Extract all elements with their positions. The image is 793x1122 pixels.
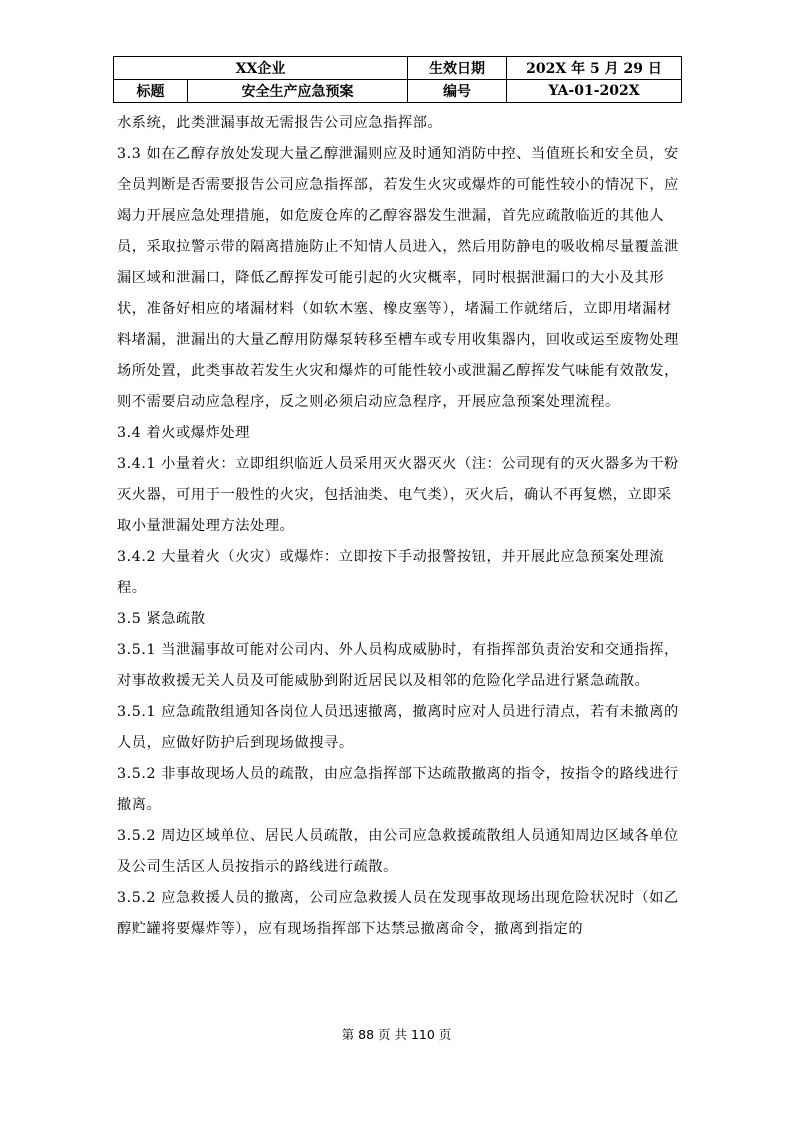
paragraph-continuation: 水系统，此类泄漏事故无需报告公司应急指挥部。 (117, 115, 443, 131)
document-title: 安全生产应急预案 (188, 80, 408, 103)
paragraph-3-4-1: 3.4.1 小量着火：立即组织临近人员采用灭火器灭火（注：公司现有的灭火器多为干粉灭火器，可用于一般性的火灾，包括油类、电气类），灭火后，确认不再复燃，立即采取小量泄漏处理方法处理。 (117, 456, 679, 534)
effective-date-label: 生效日期 (408, 57, 507, 80)
document-body (117, 108, 679, 945)
heading-3-4: 3.4 着火或爆炸处理 (117, 425, 250, 441)
number-label: 编号 (408, 80, 507, 103)
company-name: XX企业 (114, 57, 408, 80)
paragraph-3-4-2: 3.4.2 大量着火（火灾）或爆炸：立即按下手动报警按钮，并开展此应急预案处理流程。 (117, 549, 664, 596)
heading-3-5: 3.5 紧急疏散 (117, 611, 206, 627)
header-row-2 (114, 80, 682, 103)
effective-date-value: 202X 年 5 月 29 日 (507, 57, 682, 80)
title-label: 标题 (114, 80, 188, 103)
document-header-table (113, 56, 682, 103)
paragraph-3-3: 3.3 如在乙醇存放处发现大量乙醇泄漏则应及时通知消防中控、当值班长和安全员，安全员判断是否需要报告公司应急指挥部，若发生火灾或爆炸的可能性较小的情况下，应竭力开展应急处理措施，如危废仓库的乙醇容器发生泄漏，首先应疏散临近的其他人员，采取拉警示带的隔离措施防止不知情人员进入，然后用防静电的吸收棉尽量覆盖泄漏区域和泄漏口，降低乙醇挥发可能引起的火灾概率，同时根据泄漏口的大小及其形状，准备好相应的堵漏材料（如软木塞、橡皮塞等），堵漏工作就绪后，立即用堵漏材料堵漏，泄漏出的大量乙醇用防爆泵转移至槽车或专用收集器内，回收或运至废物处理场所处置，此类事故若发生火灾和爆炸的可能性较小或泄漏乙醇挥发气味能有效散发，则不需要启动应急程序，反之则必须启动应急程序，开展应急预案处理流程。 (117, 146, 679, 410)
paragraph-3-5-2-c: 3.5.2 应急救援人员的撤离，公司应急救援人员在发现事故现场出现危险状况时（如乙醇贮罐将要爆炸等），应有现场指挥部下达禁忌撤离命令，撤离到指定的 (117, 890, 679, 937)
header-row-1 (114, 57, 682, 80)
paragraph-3-5-1-b: 3.5.1 应急疏散组通知各岗位人员迅速撤离，撤离时应对人员进行清点，若有未撤离的人员，应做好防护后到现场做搜寻。 (117, 704, 679, 751)
paragraph-3-5-2-b: 3.5.2 周边区域单位、居民人员疏散，由公司应急救援疏散组人员通知周边区域各单位及公司生活区人员按指示的路线进行疏散。 (117, 828, 679, 875)
document-number: YA-01-202X (507, 80, 682, 103)
paragraph-3-5-1-a: 3.5.1 当泄漏事故可能对公司内、外人员构成威胁时，有指挥部负责治安和交通指挥，对事故救援无关人员及可能威胁到附近居民以及相邻的危险化学品进行紧急疏散。 (117, 642, 679, 689)
paragraph-3-5-2-a: 3.5.2 非事故现场人员的疏散，由应急指挥部下达疏散撤离的指令，按指令的路线进行撤离。 (117, 766, 679, 813)
page-footer: 第 88 页 共 110 页 (341, 1027, 452, 1042)
